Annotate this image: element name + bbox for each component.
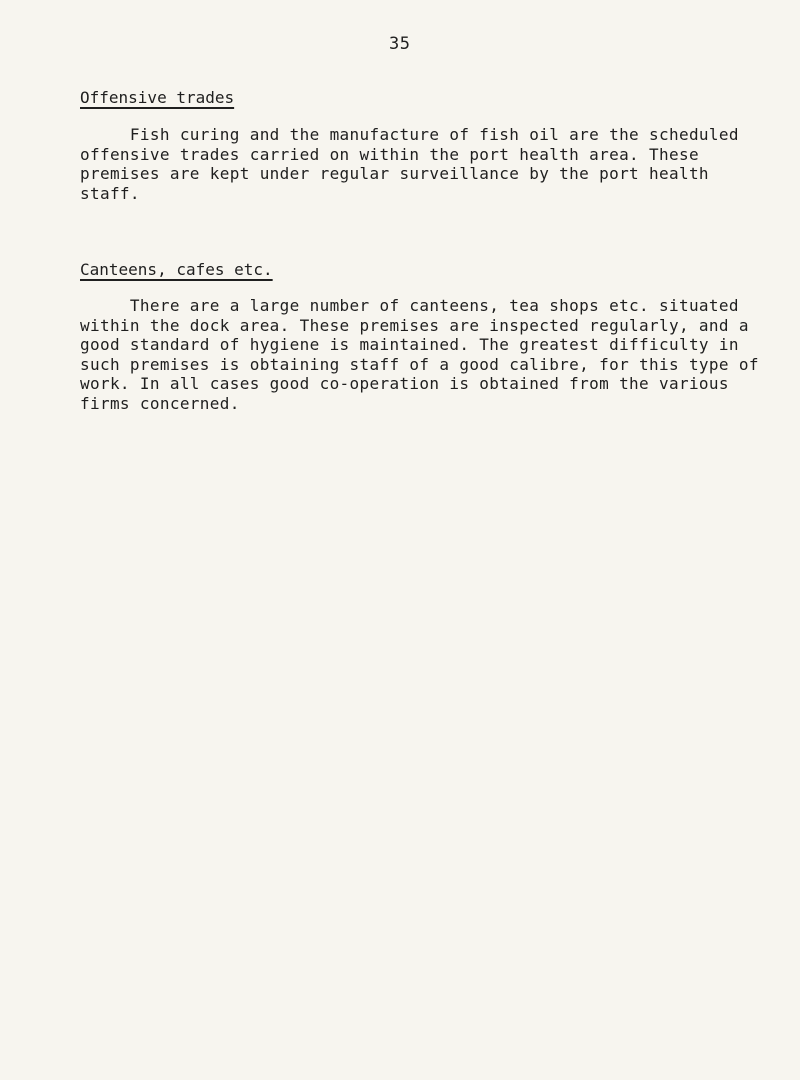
text-line: such premises is obtaining staff of a good calibre, for this type of: [80, 354, 759, 374]
text-line: firms concerned.: [80, 393, 240, 413]
text-line: There are a large number of canteens, tea shops etc. situated: [80, 296, 739, 315]
text-line: offensive trades carried on within the port health area. These: [80, 144, 699, 164]
text-line: staff.: [80, 183, 140, 203]
text-line: premises are kept under regular surveillance by the port health: [80, 164, 709, 183]
text-line: good standard of hygiene is maintained. The greatest difficulty in: [80, 335, 739, 354]
text-line: work. In all cases good co-operation is obtained from the various: [80, 374, 729, 393]
section-heading-offensive-trades: Offensive trades: [80, 88, 235, 107]
section-heading-canteens: Canteens, cafes etc.: [80, 260, 273, 279]
paragraph-canteens: [80, 296, 759, 413]
text-line: Fish curing and the manufacture of fish oil are the scheduled: [80, 125, 739, 144]
text-line: within the dock area. These premises are inspected regularly, and a: [80, 315, 749, 335]
page-number: 35: [389, 34, 411, 54]
paragraph-offensive-trades: [80, 125, 739, 203]
